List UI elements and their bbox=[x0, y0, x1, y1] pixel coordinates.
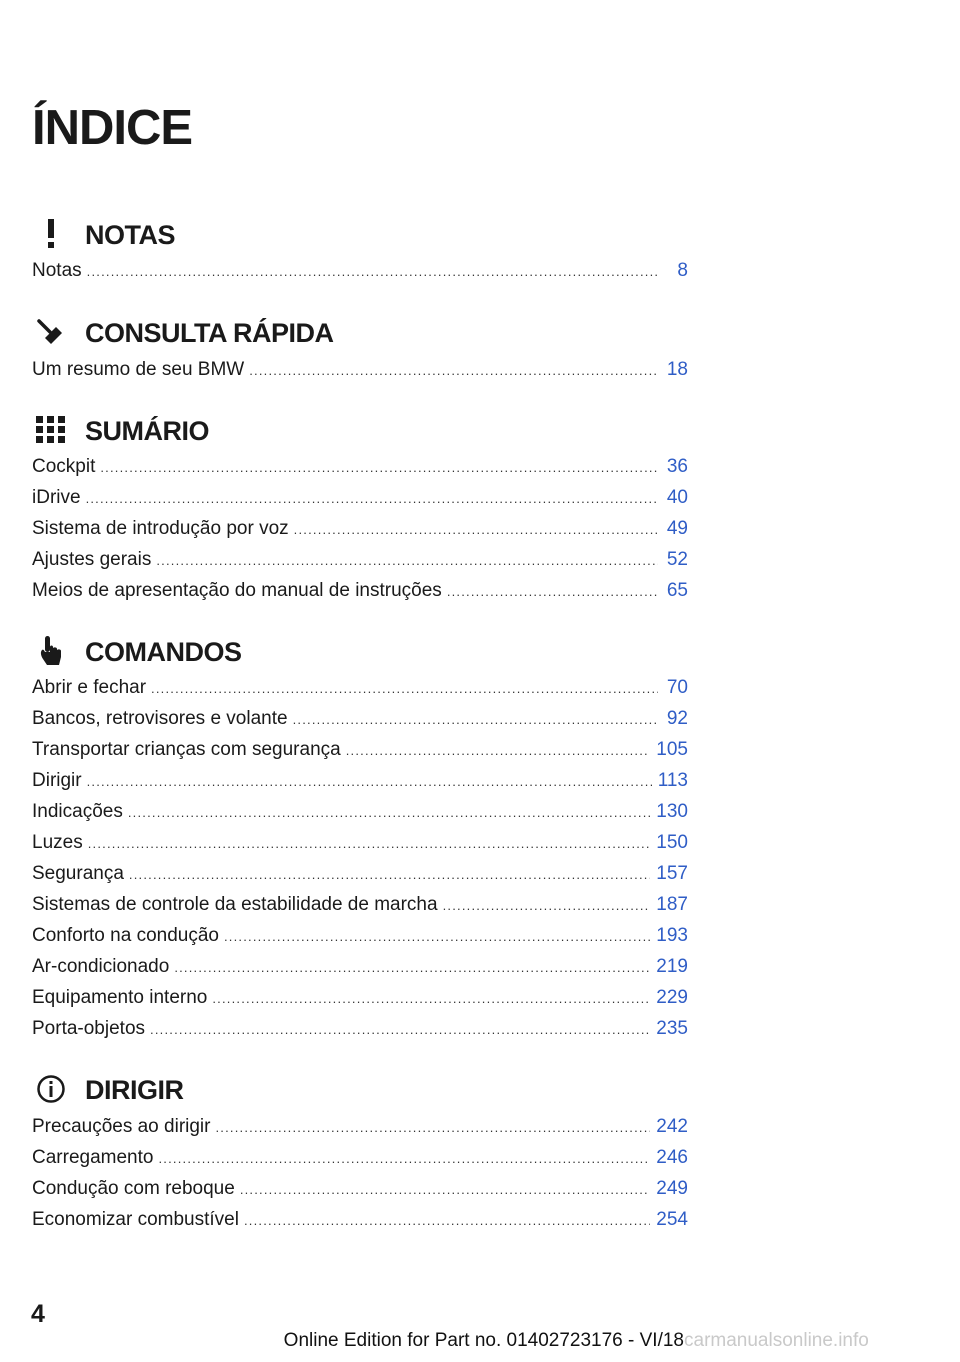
hand-pointer-icon bbox=[32, 635, 70, 667]
dot-leader bbox=[249, 355, 658, 386]
toc-page-link[interactable]: 18 bbox=[666, 359, 688, 380]
toc-page-link[interactable]: 193 bbox=[656, 925, 688, 946]
toc-entry[interactable] bbox=[32, 734, 688, 765]
toc-entry[interactable] bbox=[32, 451, 688, 482]
dot-leader bbox=[240, 1174, 650, 1205]
section-title: SUMÁRIO bbox=[85, 416, 209, 446]
toc-page-link[interactable]: 157 bbox=[656, 863, 688, 884]
toc-page-link[interactable]: 219 bbox=[656, 956, 688, 977]
toc-entry[interactable] bbox=[32, 1142, 688, 1173]
watermark: carmanualsonline.info bbox=[684, 1330, 869, 1351]
toc-entry-label: Abrir e fechar bbox=[32, 677, 147, 698]
page-title: ÍNDICE bbox=[32, 101, 193, 155]
dot-leader bbox=[174, 952, 650, 983]
toc-page-link[interactable]: 150 bbox=[656, 832, 688, 853]
toc-entry[interactable] bbox=[32, 951, 688, 982]
dot-leader bbox=[215, 1112, 650, 1143]
toc-page-link[interactable]: 105 bbox=[656, 739, 688, 760]
dot-leader bbox=[346, 735, 651, 766]
toc-page-link[interactable]: 113 bbox=[657, 770, 688, 791]
toc-list-comandos bbox=[32, 672, 688, 1044]
toc-entry-label: Condução com reboque bbox=[32, 1178, 235, 1199]
toc-page-link[interactable]: 36 bbox=[666, 456, 688, 477]
dot-leader bbox=[212, 983, 650, 1014]
toc-entry[interactable] bbox=[32, 765, 688, 796]
toc-entry-label: Ar-condicionado bbox=[32, 956, 170, 977]
toc-entry-label: Notas bbox=[32, 260, 82, 281]
quick-reference-icon bbox=[32, 316, 70, 348]
section-title: CONSULTA RÁPIDA bbox=[85, 318, 334, 348]
toc-entry-label: Ajustes gerais bbox=[32, 549, 152, 570]
toc-entry[interactable] bbox=[32, 544, 688, 575]
toc-page-link[interactable]: 229 bbox=[656, 987, 688, 1008]
toc-page-link[interactable]: 70 bbox=[666, 677, 688, 698]
dot-leader bbox=[156, 545, 658, 576]
dot-leader bbox=[100, 452, 658, 483]
toc-entry-label: Indicações bbox=[32, 801, 123, 822]
toc-entry-label: iDrive bbox=[32, 487, 81, 508]
toc-page-link[interactable]: 242 bbox=[656, 1116, 688, 1137]
toc-entry-label: Meios de apresentação do manual de instruções bbox=[32, 580, 442, 601]
toc-entry[interactable] bbox=[32, 672, 688, 703]
dot-leader bbox=[443, 890, 651, 921]
toc-page-link[interactable]: 52 bbox=[666, 549, 688, 570]
toc-entry-label: Segurança bbox=[32, 863, 124, 884]
toc-entry[interactable] bbox=[32, 1204, 688, 1235]
toc-entry-label: Porta-objetos bbox=[32, 1018, 146, 1039]
toc-entry[interactable] bbox=[32, 255, 688, 286]
footer-edition-text: Online Edition for Part no. 01402723176 - VI/18 bbox=[283, 1330, 684, 1351]
toc-entry[interactable] bbox=[32, 858, 688, 889]
section-header-comandos bbox=[32, 631, 692, 671]
dot-leader bbox=[87, 766, 652, 797]
toc-entry-label: Economizar combustível bbox=[32, 1209, 239, 1230]
toc-entry[interactable] bbox=[32, 827, 688, 858]
toc-entry-label: Luzes bbox=[32, 832, 83, 853]
toc-entry[interactable] bbox=[32, 1013, 688, 1044]
dot-leader bbox=[158, 1143, 650, 1174]
toc-entry-label: Dirigir bbox=[32, 770, 82, 791]
dot-leader bbox=[129, 859, 650, 890]
toc-entry[interactable] bbox=[32, 575, 688, 606]
toc-page-link[interactable]: 130 bbox=[656, 801, 688, 822]
toc-page-link[interactable]: 49 bbox=[666, 518, 688, 539]
dot-leader bbox=[293, 704, 658, 735]
toc-page-link[interactable]: 8 bbox=[677, 260, 688, 281]
section-header-consulta-rapida bbox=[32, 312, 692, 352]
toc-entry-label: Precauções ao dirigir bbox=[32, 1116, 211, 1137]
toc-entry[interactable] bbox=[32, 482, 688, 513]
toc-page-link[interactable]: 65 bbox=[666, 580, 688, 601]
toc-entry[interactable] bbox=[32, 703, 688, 734]
toc-page-link[interactable]: 40 bbox=[666, 487, 688, 508]
toc-page-link[interactable]: 249 bbox=[656, 1178, 688, 1199]
toc-page-link[interactable]: 187 bbox=[656, 894, 688, 915]
toc-list-sumario bbox=[32, 451, 688, 606]
toc-entry-label: Conforto na condução bbox=[32, 925, 219, 946]
dot-leader bbox=[87, 256, 658, 287]
toc-entry[interactable] bbox=[32, 1111, 688, 1142]
section-header-sumario bbox=[32, 410, 692, 450]
toc-page-link[interactable]: 254 bbox=[656, 1209, 688, 1230]
toc-list-dirigir bbox=[32, 1111, 688, 1235]
toc-entry-label: Bancos, retrovisores e volante bbox=[32, 708, 288, 729]
dot-leader bbox=[224, 921, 650, 952]
dot-leader bbox=[151, 673, 658, 704]
toc-page-link[interactable]: 246 bbox=[656, 1147, 688, 1168]
dot-leader bbox=[88, 828, 651, 859]
toc-page-link[interactable]: 92 bbox=[666, 708, 688, 729]
toc-entry-label: Sistema de introdução por voz bbox=[32, 518, 289, 539]
dot-leader bbox=[86, 483, 658, 514]
section-header-notas bbox=[32, 214, 692, 254]
toc-entry[interactable] bbox=[32, 889, 688, 920]
toc-list-consulta-rapida bbox=[32, 354, 688, 385]
toc-entry-label: Carregamento bbox=[32, 1147, 154, 1168]
toc-entry-label: Um resumo de seu BMW bbox=[32, 359, 245, 380]
toc-entry[interactable] bbox=[32, 1173, 688, 1204]
toc-list-notas bbox=[32, 255, 688, 286]
toc-page-link[interactable]: 235 bbox=[656, 1018, 688, 1039]
toc-entry-label: Sistemas de controle da estabilidade de marcha bbox=[32, 894, 438, 915]
dot-leader bbox=[244, 1205, 650, 1236]
toc-entry[interactable] bbox=[32, 982, 688, 1013]
toc-entry-label: Equipamento interno bbox=[32, 987, 208, 1008]
toc-entry[interactable] bbox=[32, 513, 688, 544]
toc-entry[interactable] bbox=[32, 920, 688, 951]
dot-leader bbox=[150, 1014, 650, 1045]
dot-leader bbox=[128, 797, 650, 828]
dot-leader bbox=[447, 576, 658, 607]
dot-leader bbox=[294, 514, 658, 545]
toc-entry[interactable] bbox=[32, 796, 688, 827]
page-number: 4 bbox=[31, 1300, 45, 1328]
section-header-dirigir bbox=[32, 1069, 692, 1109]
section-title: COMANDOS bbox=[85, 637, 242, 667]
grid-icon bbox=[32, 414, 70, 446]
toc-entry[interactable] bbox=[32, 354, 688, 385]
info-circle-icon bbox=[32, 1073, 70, 1105]
toc-entry-label: Transportar crianças com segurança bbox=[32, 739, 341, 760]
section-title: DIRIGIR bbox=[85, 1075, 184, 1105]
toc-entry-label: Cockpit bbox=[32, 456, 96, 477]
section-title: NOTAS bbox=[85, 220, 175, 250]
exclamation-icon bbox=[32, 218, 70, 250]
